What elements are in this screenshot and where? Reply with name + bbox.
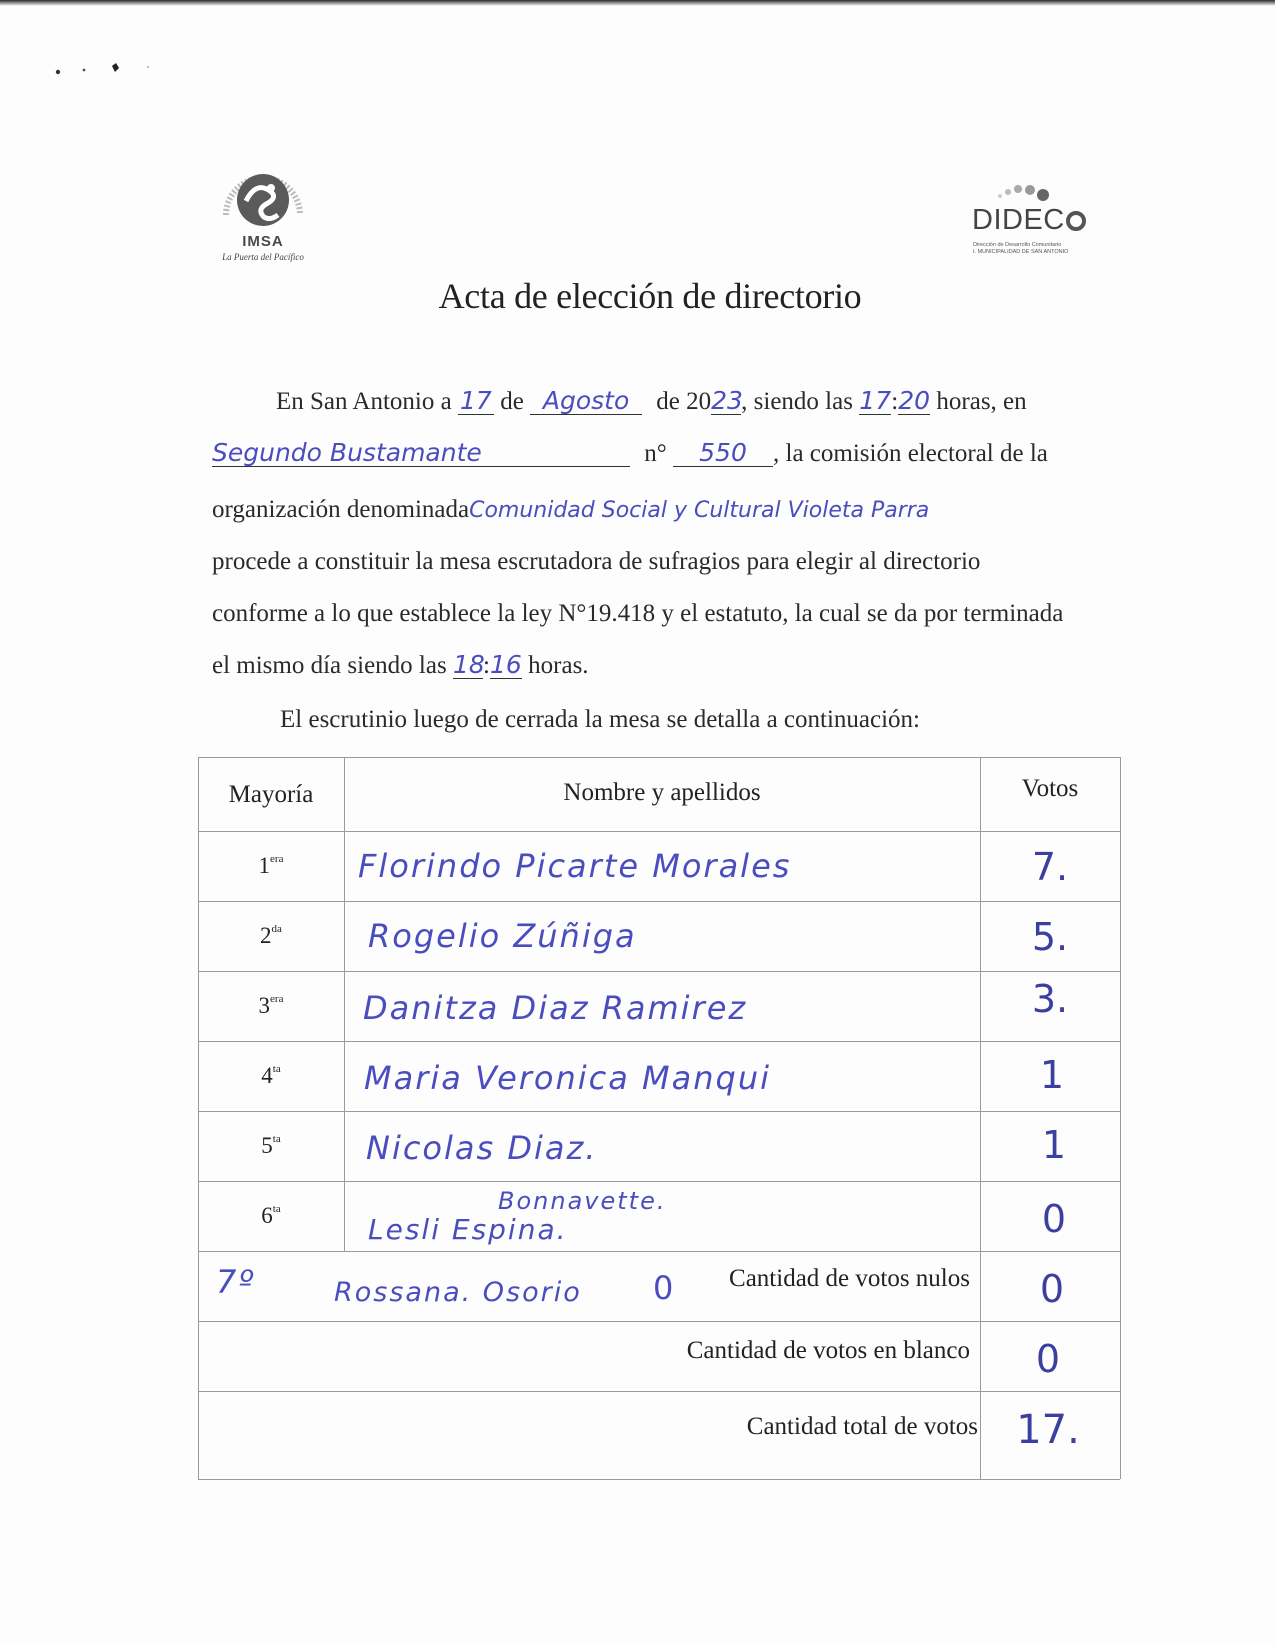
candidate-votes: 1 xyxy=(1041,1123,1067,1167)
end-minute-field: 16 xyxy=(490,650,522,679)
intro-text: de 20 xyxy=(656,388,712,415)
minute-field: 20 xyxy=(898,386,931,415)
table-row-rank: $2^{da}$ xyxy=(260,923,282,948)
intro-text: : xyxy=(482,652,490,679)
intro-text: En San Antonio a xyxy=(276,388,452,415)
candidate-name: Rogelio Zúñiga xyxy=(368,917,637,955)
table-row-rank: $1^{era}$ xyxy=(258,853,284,878)
intro-text: , siendo las xyxy=(741,388,853,415)
candidate-votes: 3. xyxy=(1031,977,1069,1021)
intro-text: n° xyxy=(644,440,667,467)
candidate-votes: 1 xyxy=(1039,1053,1065,1097)
header-name: Nombre y apellidos xyxy=(563,779,761,806)
blank-votes-value: 0 xyxy=(1035,1337,1061,1381)
intro-text: el mismo día siendo las xyxy=(212,652,447,679)
street-field: Segundo Bustamante xyxy=(212,440,630,467)
candidate-name: Maria Veronica Manqui xyxy=(364,1059,772,1097)
month-field: Agosto xyxy=(530,388,642,415)
null-votes-label: Cantidad de votos nulos xyxy=(729,1265,970,1292)
table-row-rank: $6^{ta}$ xyxy=(261,1203,281,1228)
intro-line-3 xyxy=(212,496,929,524)
intro-line-1 xyxy=(276,388,1027,416)
imsa-name: IMSA xyxy=(242,233,284,250)
table-row-rank: $5^{ta}$ xyxy=(261,1133,281,1158)
total-votes-value: 17. xyxy=(1016,1407,1080,1453)
scan-edge xyxy=(0,0,1275,6)
intro-text: de xyxy=(500,388,524,415)
number-field: 550 xyxy=(673,440,773,467)
results-table xyxy=(198,757,1120,1479)
end-hour-field: 18 xyxy=(452,650,485,679)
blank-votes-label: Cantidad de votos en blanco xyxy=(686,1337,970,1364)
scan-specks xyxy=(52,58,162,80)
imsa-logo xyxy=(208,165,318,275)
extra-rank: 7º xyxy=(216,1263,256,1301)
header-rank: Mayoría xyxy=(228,781,314,808)
table-row-rank: $3^{era}$ xyxy=(258,993,284,1018)
candidate-name-upper: Bonnavette. xyxy=(498,1187,667,1215)
candidate-name: Rossana. Osorio xyxy=(334,1277,582,1308)
day-field: 17 xyxy=(458,388,494,415)
dideco-name: DIDEC xyxy=(972,204,1086,237)
candidate-name: Lesli Espina. xyxy=(368,1213,568,1246)
intro-text: , la comisión electoral de la xyxy=(773,440,1048,467)
intro-line-2 xyxy=(212,440,1048,468)
intro-line-4: procede a constituir la mesa escrutadora de sufragios para elegir al directorio xyxy=(212,548,981,575)
intro-line-6 xyxy=(212,652,589,680)
imsa-tagline: La Puerta del Pacífico xyxy=(222,252,304,262)
null-votes-value: 0 xyxy=(1039,1267,1065,1311)
candidate-votes: 5. xyxy=(1031,915,1069,959)
dideco-subtitle: Dirección de Desarrollo Comunitario xyxy=(973,242,1062,248)
candidate-votes: 0 xyxy=(653,1269,676,1307)
candidate-name: Nicolas Diaz. xyxy=(366,1129,598,1167)
dideco-logo xyxy=(972,178,1092,258)
table-row-rank: $4^{ta}$ xyxy=(261,1063,281,1088)
intro-text: : xyxy=(891,388,899,415)
hour-field: 17 xyxy=(859,386,892,415)
intro-text: horas. xyxy=(528,652,589,679)
candidate-votes: 7. xyxy=(1031,845,1069,889)
intro-text: organización denominada xyxy=(212,496,470,523)
intro-line-7: El escrutinio luego de cerrada la mesa se detalla a continuación: xyxy=(280,706,921,733)
document-title: Acta de elección de directorio xyxy=(438,276,862,316)
intro-text: horas, en xyxy=(936,388,1027,415)
total-votes-label: Cantidad total de votos xyxy=(746,1413,978,1440)
intro-line-5: conforme a lo que establece la ley N°19.418 y el estatuto, la cual se da por terminada xyxy=(212,600,1064,627)
candidate-name: Florindo Picarte Morales xyxy=(358,847,792,885)
candidate-votes: 0 xyxy=(1041,1197,1067,1241)
organization-field: Comunidad Social y Cultural Violeta Parra xyxy=(469,498,930,523)
year-field: 23 xyxy=(711,386,743,415)
candidate-name: Danitza Diaz Ramirez xyxy=(363,989,748,1027)
header-votes: Votos xyxy=(1021,775,1079,802)
dideco-municipality: I. MUNICIPALIDAD DE SAN ANTONIO xyxy=(973,249,1069,255)
